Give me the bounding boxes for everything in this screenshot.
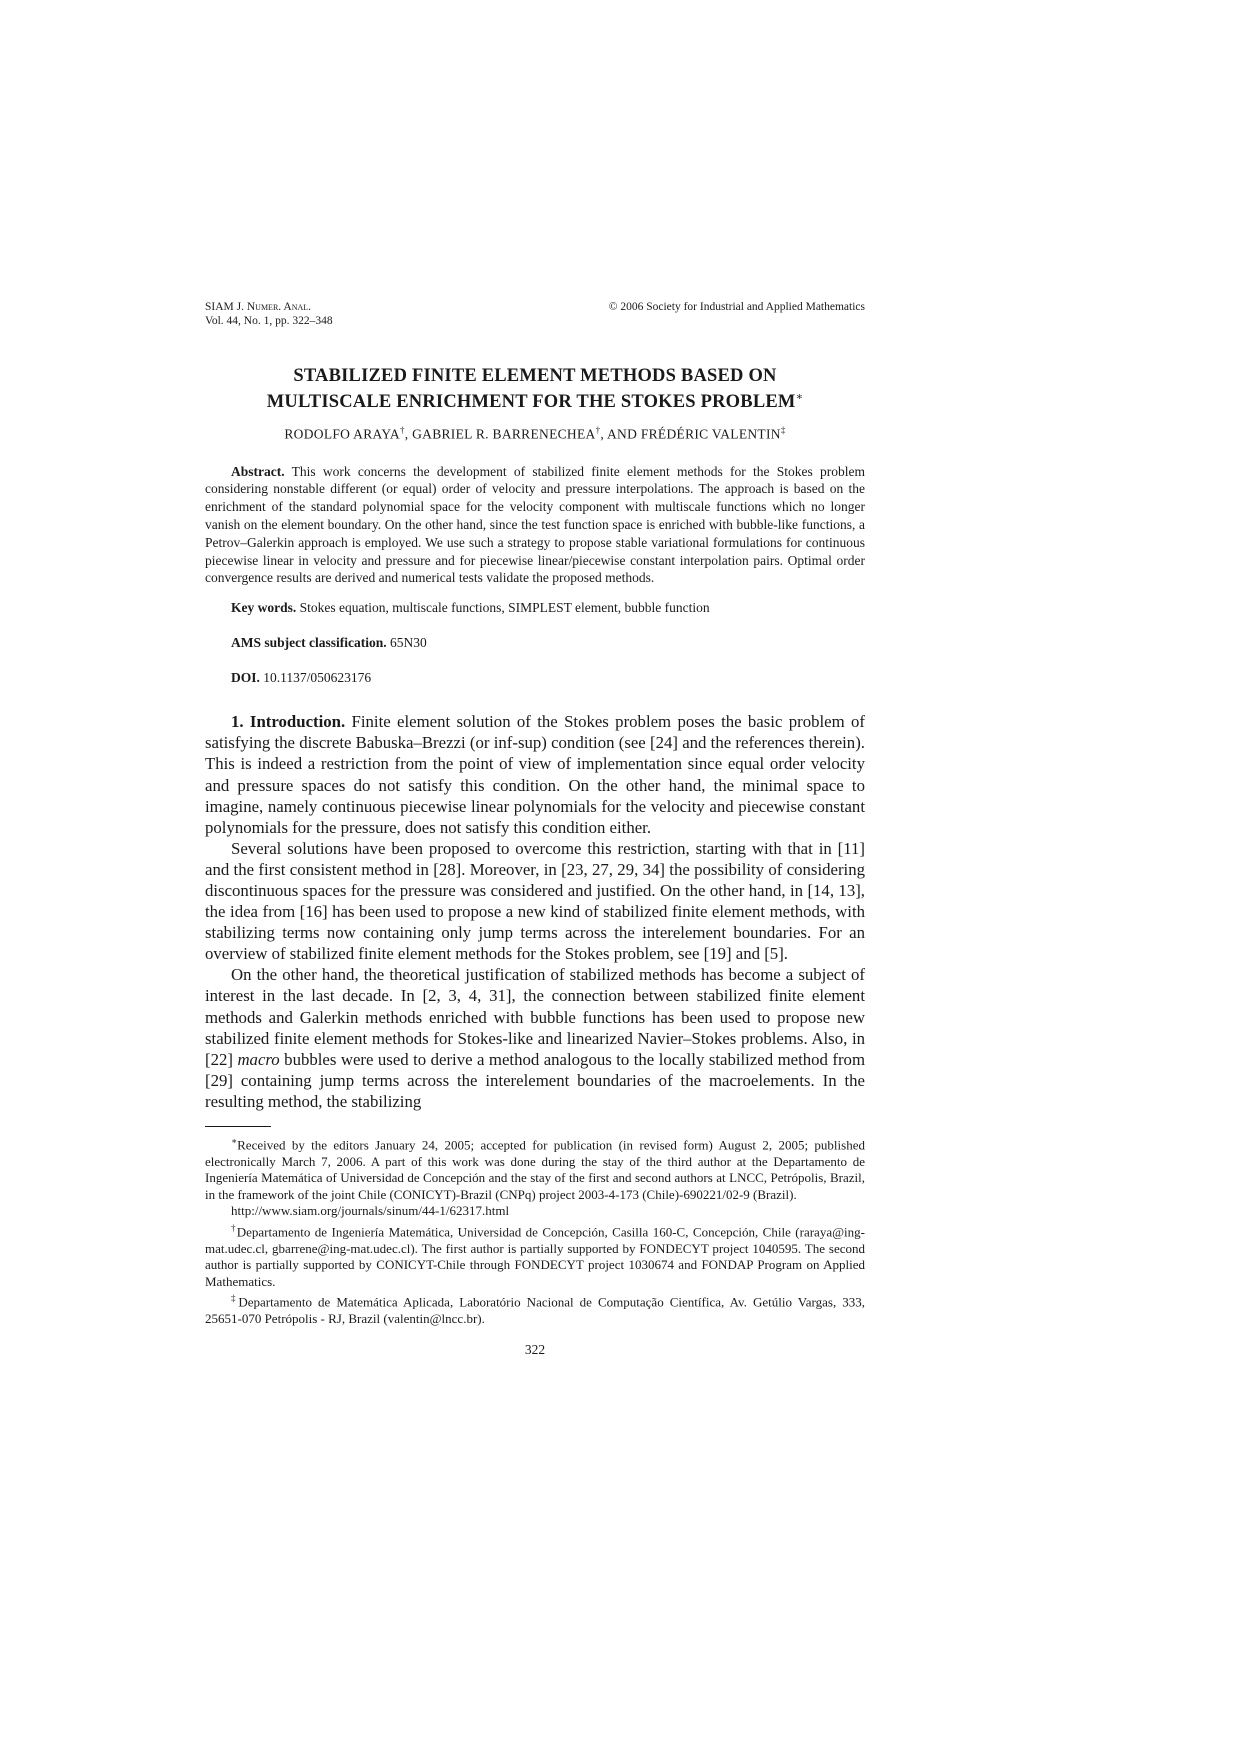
volume-info: Vol. 44, No. 1, pp. 322–348: [205, 315, 333, 327]
abstract-label: Abstract.: [231, 463, 285, 479]
keywords: Key words. Stokes equation, multiscale functions, SIMPLEST element, bubble function: [231, 600, 710, 616]
paper-page: [205, 300, 865, 1358]
title-footnote-mark: ∗: [795, 391, 804, 403]
abstract: [205, 463, 865, 588]
ams-classification: AMS subject classification. 65N30: [231, 635, 427, 651]
section-heading: 1. Introduction.: [231, 712, 346, 732]
journal-name: SIAM J. Numer. Anal.: [205, 301, 312, 313]
page-number: 322: [524, 1341, 546, 1357]
footnote-3: ‡Departamento de Matemática Aplicada, Laboratório Nacional de Computação Científica, Av. Getúlio Vargas, 333, 25651-070 Petrópolis - RJ, Brazil (valentin@lncc.br).: [205, 1293, 865, 1326]
footnote-1: ∗Received by the editors January 24, 2005; accepted for publication (in revised form) August 2, 2005; published electronically March 7, 2006. A part of this work was done during the stay of the third author at the Departamento de Ingeniería Matemática of Universidad de Concepción and the stay of the first and second authors at LNCC, Petrópolis, Brazil, in the framework of the joint Chile (CONICYT)-Brazil (CNPq) project 2003-4-173 (Chile)-690221/02-9 (Brazil).: [205, 1136, 865, 1202]
running-header: [205, 300, 865, 328]
journal-info: [205, 300, 333, 328]
footnote-url[interactable]: http://www.siam.org/journals/sinum/44-1/62317.html: [231, 1203, 510, 1219]
footnote-2: †Departamento de Ingeniería Matemática, Universidad de Concepción, Casilla 160-C, Concepción, Chile (raraya@ing-mat.udec.cl, gbarrene@ing-mat.udec.cl). The first author is partially supported by FONDECYT project 1040595. The second author is partially supported by CONICYT-Chile through FONDECYT project 1030674 and FONDAP Program on Applied Mathematics.: [205, 1222, 865, 1289]
footnotes: [205, 1133, 865, 1327]
footnote-rule: [205, 1126, 271, 1127]
abstract-text: This work concerns the development of stabilized finite element methods for the Stokes problem considering nonstable different (or equal) order of velocity and pressure interpolations. The approach is based on the enrichment of the standard polynomial space for the velocity component with multiscale functions which no longer vanish on the element boundary. On the other hand, since the test function space is enriched with bubble-like functions, a Petrov–Galerkin approach is employed. We use such a strategy to propose stable variational formulations for continuous piecewise linear in velocity and pressure and for piecewise linear/piecewise constant interpolation pairs. Optimal order convergence results are derived and numerical tests validate the proposed methods.: [205, 463, 865, 586]
copyright-notice: © 2006 Society for Industrial and Applied Mathematics: [608, 301, 865, 313]
paper-title: STABILIZED FINITE ELEMENT METHODS BASED ON MULTISCALE ENRICHMENT FOR THE STOKES PROBLEM∗: [266, 366, 804, 413]
body-text: [205, 711, 865, 1112]
author-list: RODOLFO ARAYA†, GABRIEL R. BARRENECHEA†, AND FRÉDÉRIC VALENTIN‡: [284, 425, 786, 442]
intro-paragraph-3: On the other hand, the theoretical justification of stabilized methods has become a subject of interest in the last decade. In [2, 3, 4, 31], the connection between stabilized finite element methods and Galerkin methods enriched with bubble functions has been used to propose new stabilized finite element methods for Stokes-like and linearized Navier–Stokes problems. Also, in [22] macro bubbles were used to derive a method analogous to the locally stabilized method from [29] containing jump terms across the interelement boundaries of the macroelements. In the resulting method, the stabilizing: [205, 965, 865, 1111]
intro-paragraph-2: Several solutions have been proposed to overcome this restriction, starting with that in [11] and the first consistent method in [28]. Moreover, in [23, 27, 29, 34] the possibility of considering discontinuous spaces for the pressure was considered and justified. On the other hand, in [14, 13], the idea from [16] has been used to propose a new kind of stabilized finite element methods, with stabilizing terms now containing only jump terms across the interelement boundaries. For an overview of stabilized finite element methods for the Stokes problem, see [19] and [5].: [205, 838, 865, 964]
doi: DOI. 10.1137/050623176: [231, 670, 372, 686]
intro-paragraph-1: 1. Introduction. Finite element solution of the Stokes problem poses the basic problem of satisfying the discrete Babuska–Brezzi (or inf-sup) condition (see [24] and the references therein). This is indeed a restriction from the point of view of implementation since equal order velocity and pressure spaces do not satisfy this condition. On the other hand, the minimal space to imagine, namely continuous piecewise linear polynomials for the velocity and piecewise constant polynomials for the pressure, does not satisfy this condition either.: [205, 712, 865, 837]
